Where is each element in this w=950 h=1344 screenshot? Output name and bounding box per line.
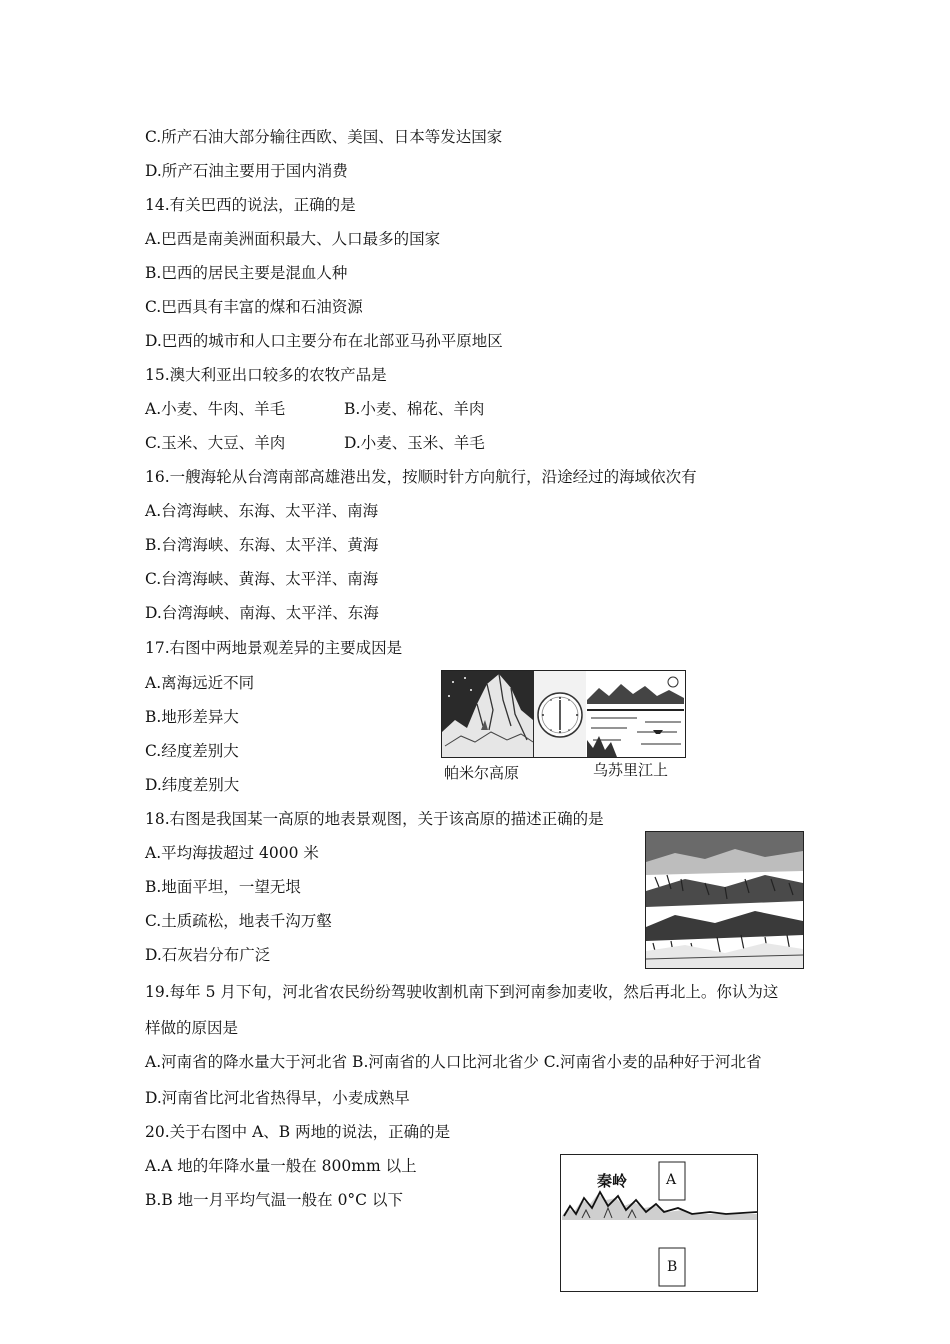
option-17a: A.离海远近不同 (145, 674, 255, 692)
option-18d: D.石灰岩分布广泛 (145, 946, 271, 964)
question-18: 18.右图是我国某一高原的地表景观图，关于该高原的描述正确的是 (145, 810, 604, 828)
option-13d: D.所产石油主要用于国内消费 (145, 162, 348, 180)
option-15d: D.小麦、玉米、羊毛 (344, 434, 485, 452)
option-15b: B.小麦、棉花、羊肉 (344, 400, 485, 418)
option-18a: A.平均海拔超过 4000 米 (145, 844, 319, 862)
fig17-caption-right: 乌苏里江上 (593, 761, 669, 779)
fig20-mountain-label: 秦岭 (597, 1172, 628, 1190)
option-16d: D.台湾海峡、南海、太平洋、东海 (145, 604, 379, 622)
option-14b: B.巴西的居民主要是混血人种 (145, 264, 348, 282)
option-20a: A.A 地的年降水量一般在 800mm 以上 (145, 1157, 417, 1175)
option-16c: C.台湾海峡、黄海、太平洋、南海 (145, 570, 379, 588)
option-17d: D.纬度差别大 (145, 776, 240, 794)
question-20: 20.关于右图中 A、B 两地的说法，正确的是 (145, 1123, 451, 1141)
option-15a: A.小麦、牛肉、羊毛 (145, 400, 286, 418)
fig17-landscape-image (441, 670, 686, 758)
question-19: 19.每年 5 月下旬，河北省农民纷纷驾驶收割机南下到河南参加麦收，然后再北上。你认为这 (145, 983, 779, 1001)
question-15: 15.澳大利亚出口较多的农牧产品是 (145, 366, 387, 384)
fig20-qinling-diagram (560, 1154, 758, 1292)
fig20-label-a: A (666, 1172, 677, 1188)
question-19-cont: 样做的原因是 (145, 1019, 239, 1037)
fig18-plateau-image (645, 831, 804, 969)
option-14c: C.巴西具有丰富的煤和石油资源 (145, 298, 363, 316)
fig20-label-b: B (667, 1259, 678, 1275)
option-14d: D.巴西的城市和人口主要分布在北部亚马孙平原地区 (145, 332, 503, 350)
fig17-caption-left: 帕米尔高原 (444, 764, 520, 782)
option-17c: C.经度差别大 (145, 742, 239, 760)
option-19d: D.河南省比河北省热得早，小麦成熟早 (145, 1089, 410, 1107)
option-20b: B.B 地一月平均气温一般在 0°C 以下 (145, 1191, 403, 1209)
question-17: 17.右图中两地景观差异的主要成因是 (145, 639, 403, 657)
option-18b: B.地面平坦，一望无垠 (145, 878, 301, 896)
option-13c: C.所产石油大部分输往西欧、美国、日本等发达国家 (145, 128, 503, 146)
question-14: 14.有关巴西的说法，正确的是 (145, 196, 356, 214)
option-19abc: A.河南省的降水量大于河北省 B.河南省的人口比河北省少 C.河南省小麦的品种好于河北省 (145, 1053, 762, 1071)
option-16a: A.台湾海峡、东海、太平洋、南海 (145, 502, 379, 520)
option-18c: C.土质疏松，地表千沟万壑 (145, 912, 332, 930)
option-15c: C.玉米、大豆、羊肉 (145, 434, 286, 452)
option-16b: B.台湾海峡、东海、太平洋、黄海 (145, 536, 379, 554)
option-14a: A.巴西是南美洲面积最大、人口最多的国家 (145, 230, 441, 248)
option-17b: B.地形差异大 (145, 708, 239, 726)
question-16: 16.一艘海轮从台湾南部高雄港出发，按顺时针方向航行，沿途经过的海域依次有 (145, 468, 697, 486)
